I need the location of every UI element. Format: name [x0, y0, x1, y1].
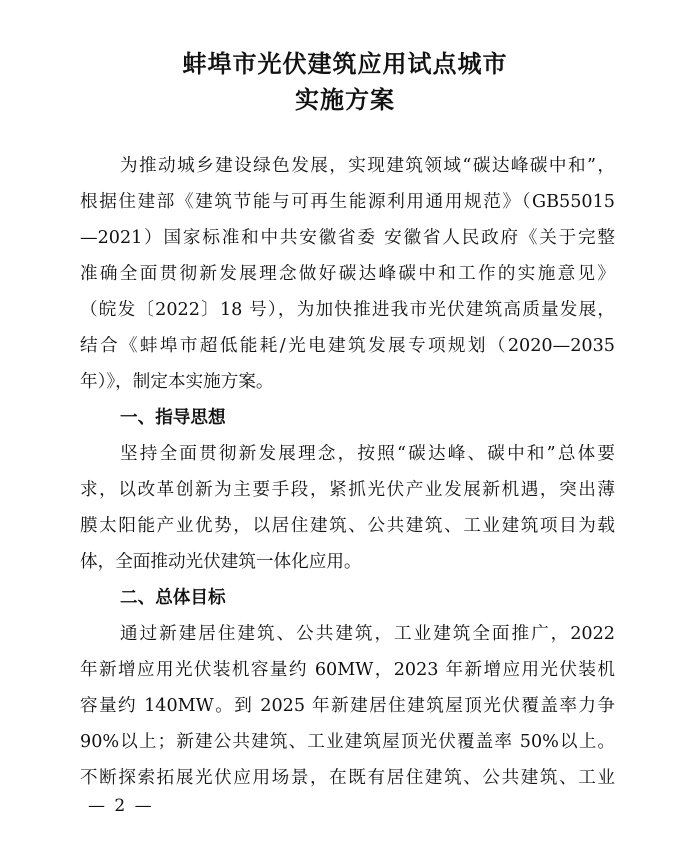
section2-line: 容量约 140MW。到 2025 年新建居住建筑屋顶光伏覆盖率力争: [80, 696, 615, 716]
intro-line: 准确全面贯彻新发展理念做好碳达峰碳中和工作的实施意见》: [80, 264, 615, 284]
section2-line: 通过新建居住建筑、公共建筑，工业建筑全面推广，2022: [120, 624, 615, 644]
intro-line: 结合《蚌埠市超低能耗/光电建筑发展专项规划（2020—2035: [80, 336, 615, 356]
section2-line: 不断探索拓展光伏应用场景，在既有居住建筑、公共建筑、工业: [80, 768, 615, 788]
intro-line: —2021）国家标准和中共安徽省委 安徽省人民政府《关于完整: [80, 228, 615, 248]
section1-line: 坚持全面贯彻新发展理念，按照“碳达峰、碳中和”总体要: [120, 444, 615, 464]
section1-line: 膜太阳能产业优势，以居住建筑、公共建筑、工业建筑项目为载: [80, 516, 615, 536]
section2-line: 年新增应用光伏装机容量约 60MW，2023 年新增应用光伏装机: [80, 660, 615, 680]
section2-heading: 二、总体目标: [120, 588, 226, 608]
intro-line: 年）》，制定本实施方案。: [80, 372, 274, 392]
intro-line: （皖发〔2022〕18 号），为加快推进我市光伏建筑高质量发展，: [80, 300, 615, 320]
section2-line: 90%以上；新建公共建筑、工业建筑屋顶光伏覆盖率 50%以上。: [80, 732, 615, 752]
section1-line: 求，以改革创新为主要手段，紧抓光伏产业发展新机遇，突出薄: [80, 480, 615, 500]
section1-heading: 一、指导思想: [120, 408, 226, 428]
document-body: [80, 148, 615, 796]
document-title-line1: 蚌埠市光伏建筑应用试点城市: [182, 50, 508, 78]
intro-line: 根据住建部《建筑节能与可再生能源利用通用规范》（GB55015: [80, 192, 615, 212]
section1-line: 体，全面推动光伏建筑一体化应用。: [80, 552, 362, 572]
intro-line: 为推动城乡建设绿色发展，实现建筑领域“碳达峰碳中和”，: [120, 156, 615, 176]
document-title-line2: 实施方案: [295, 86, 395, 114]
page-number: — 2 —: [88, 796, 154, 816]
